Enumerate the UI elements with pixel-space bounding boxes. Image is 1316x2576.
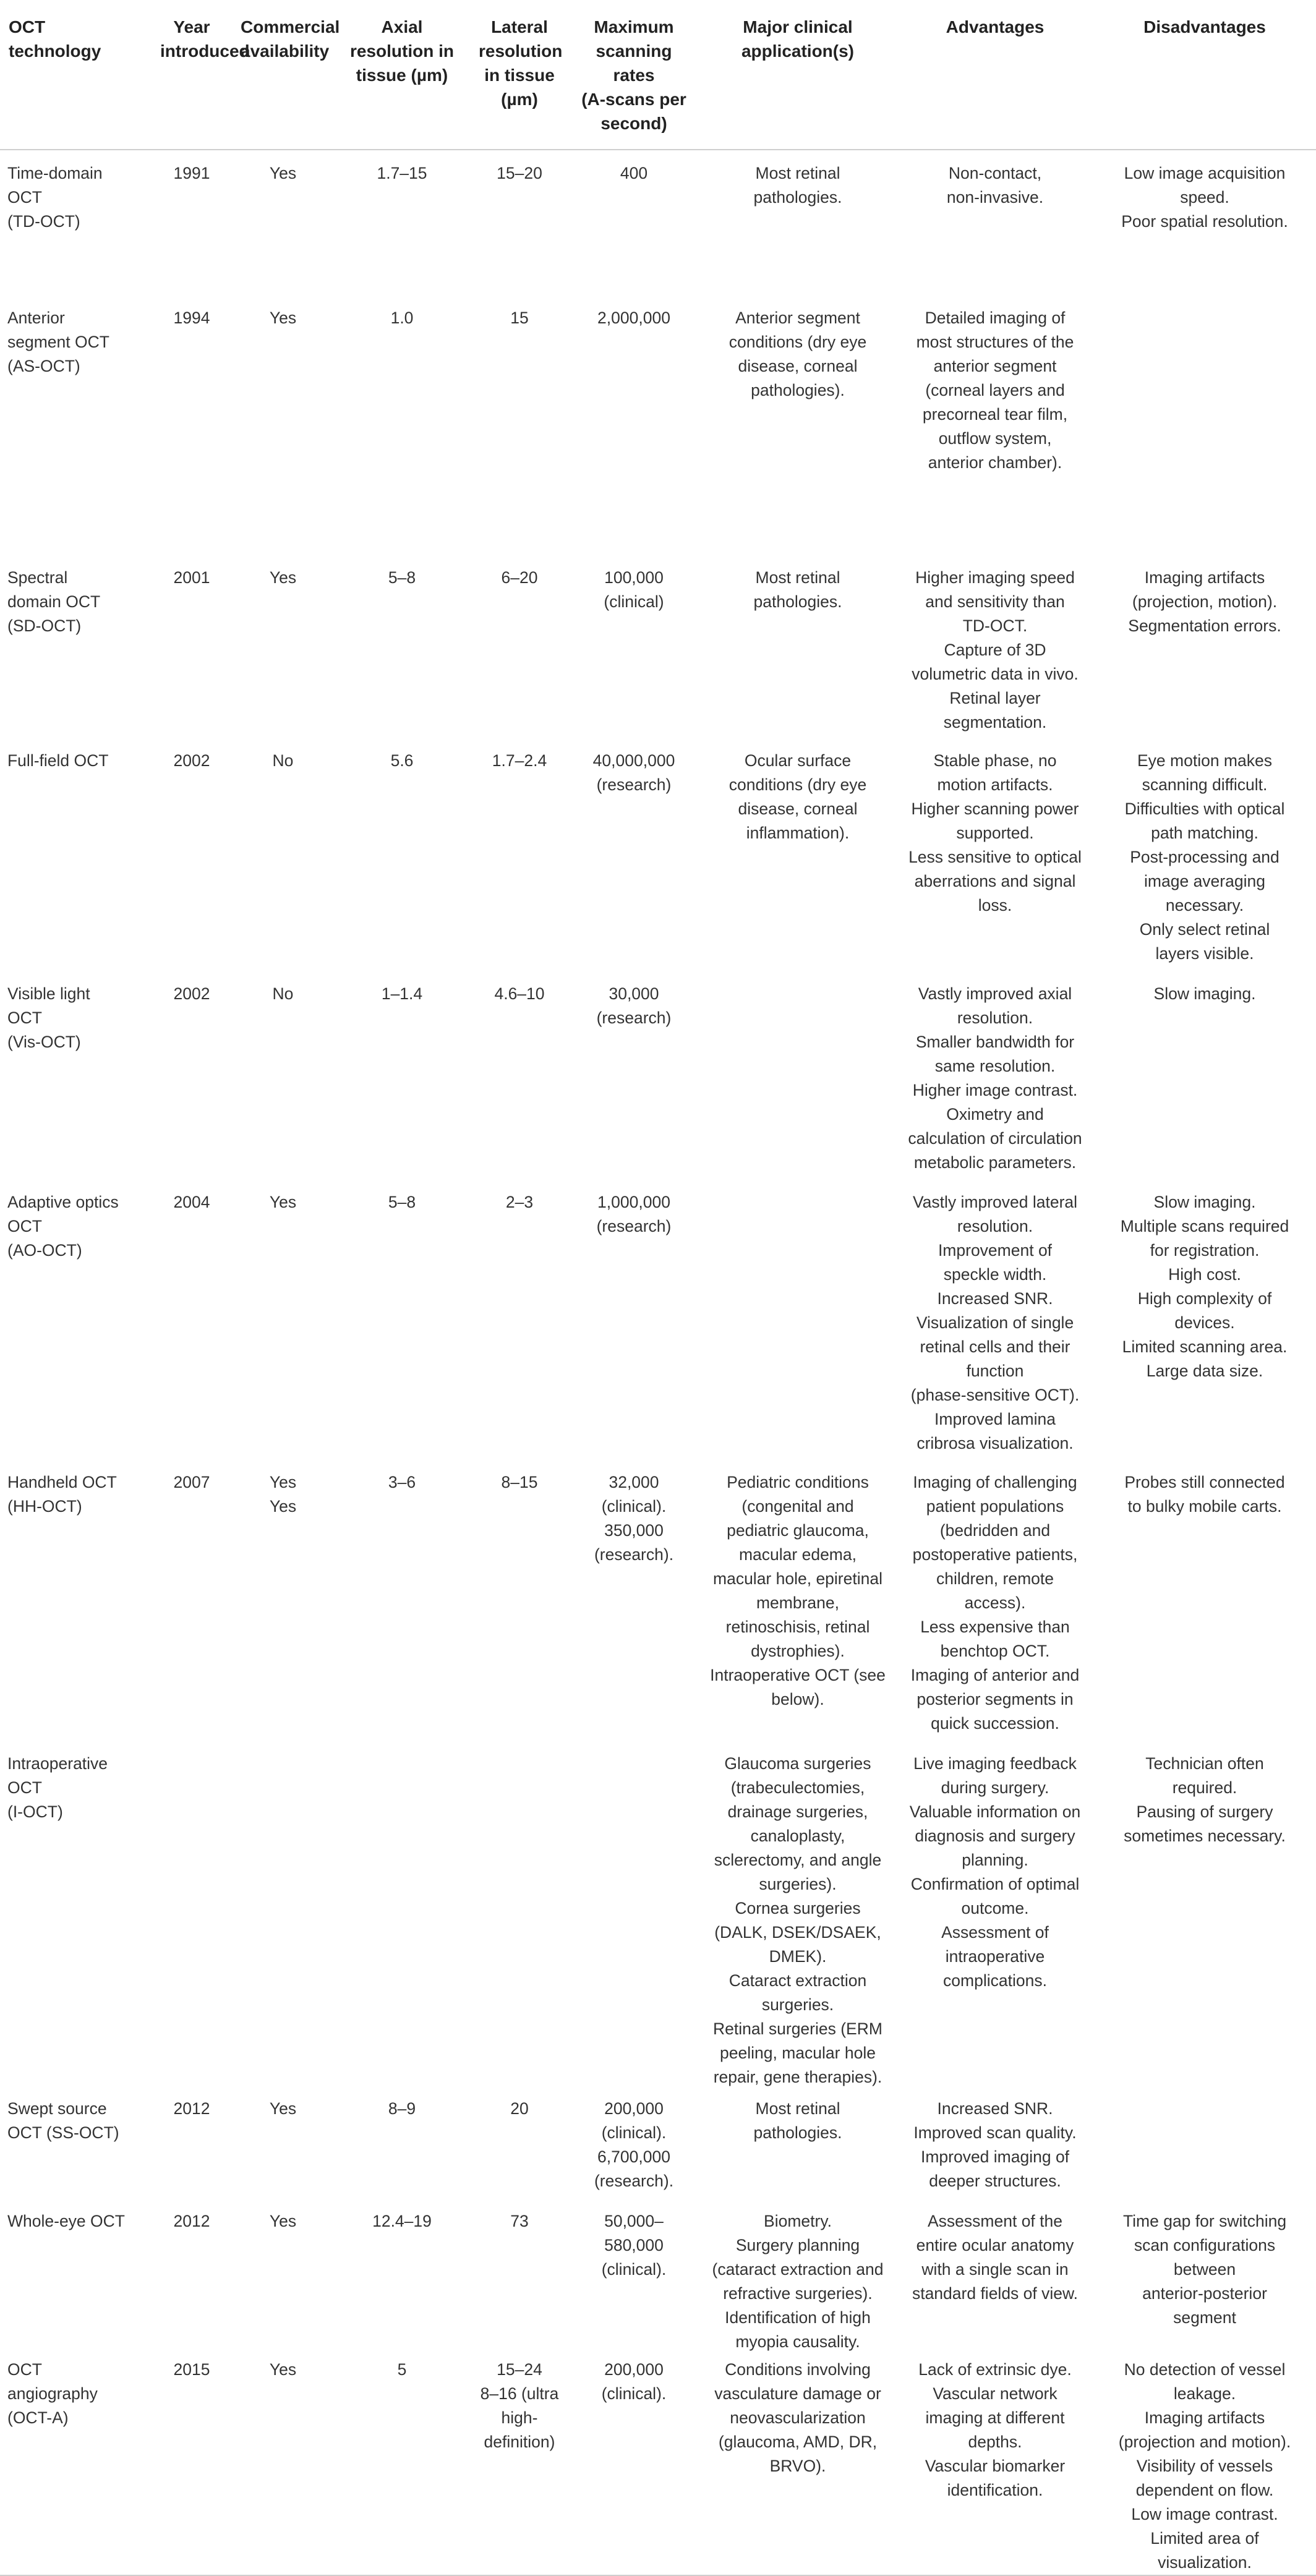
cell-year: 1991 — [173, 164, 210, 182]
cell-technology: Intraoperative OCT (I-OCT) — [7, 1754, 108, 1821]
table-row — [0, 749, 1316, 982]
cell-axial: 1.0 — [390, 309, 414, 327]
cell-technology: Swept source OCT (SS-OCT) — [7, 2099, 119, 2142]
cell-max-rate: 200,000 (clinical). 6,700,000 (research). — [594, 2099, 674, 2190]
header-commercial-availability: Commercial availability — [232, 0, 334, 150]
cell-commercial: Yes Yes — [269, 1473, 297, 1516]
cell-axial — [334, 1752, 470, 2097]
cell-max-rate: 400 — [620, 164, 648, 182]
cell-major — [699, 982, 897, 1190]
cell-axial: 1.7–15 — [377, 164, 427, 182]
cell-axial: 3–6 — [388, 1473, 416, 1491]
cell-year: 2002 — [173, 751, 210, 770]
cell-year — [152, 1752, 232, 2097]
cell-year: 2012 — [173, 2212, 210, 2230]
cell-technology: Handheld OCT (HH-OCT) — [7, 1473, 117, 1516]
cell-technology: Time-domain OCT (TD-OCT) — [7, 164, 103, 231]
cell-commercial: Yes — [269, 164, 297, 182]
cell-commercial: Yes — [269, 568, 297, 587]
cell-axial: 5 — [334, 2358, 470, 2575]
cell-axial: 5.6 — [390, 751, 414, 770]
header-major-clinical-applications: Major clinical application(s) — [699, 0, 897, 150]
cell-advantages: Live imaging feedback during surgery. Valuable information on diagnosis and surgery planning. Confirmation of optimal outcome. Assessment of intraoperative complications. — [909, 1754, 1081, 1990]
cell-max-rate: 100,000 (clinical) — [604, 568, 664, 611]
cell-disadvantages: Slow imaging. — [1153, 984, 1256, 1003]
cell-max-rate: 200,000 (clinical). — [569, 2358, 699, 2575]
cell-commercial: Yes — [232, 2358, 334, 2575]
cell-advantages: Non-contact, non-invasive. — [946, 164, 1044, 207]
cell-max-rate — [569, 1752, 699, 2097]
cell-advantages: Higher imaging speed and sensitivity than TD-OCT. Capture of 3D volumetric data in vivo. Retinal layer segmentation. — [912, 568, 1079, 731]
cell-lateral: 2–3 — [505, 1193, 534, 1211]
cell-lateral: 6–20 — [501, 568, 538, 587]
cell-disadvantages: Technician often required. Pausing of surgery sometimes necessary. — [1124, 1754, 1286, 1845]
cell-commercial: Yes — [269, 1193, 297, 1211]
cell-lateral: 73 — [510, 2212, 529, 2230]
cell-year: 2015 — [152, 2358, 232, 2575]
table-row — [0, 982, 1316, 1190]
cell-major: Conditions involving vasculature damage or neovascularization (glaucoma, AMD, DR, BRVO). — [699, 2358, 897, 2575]
cell-disadvantages: Imaging artifacts (projection, motion). Segmentation errors. — [1128, 568, 1281, 635]
cell-axial: 12.4–19 — [372, 2212, 432, 2230]
cell-major: Glaucoma surgeries (trabeculectomies, drainage surgeries, canaloplasty, sclerectomy, and angle surgeries). Cornea surgeries (DALK, DSEK/DSAEK, DMEK). Cataract extraction surgeries. Retinal surgeries (ERM peeling, macular hole repair, gene therapies). — [713, 1754, 882, 2086]
cell-axial: 5–8 — [388, 568, 416, 587]
cell-disadvantages: Slow imaging. Multiple scans required for registration. High cost. High complexity of devices. Limited scanning area. Large data size. — [1120, 1193, 1289, 1380]
cell-advantages: Vastly improved axial resolution. Smaller bandwidth for same resolution. Higher image contrast. Oximetry and calculation of circulation metabolic parameters. — [908, 984, 1082, 1172]
table-row — [0, 1190, 1316, 1470]
cell-year: 2001 — [173, 568, 210, 587]
cell-axial: 5–8 — [388, 1193, 416, 1211]
table-row — [0, 2209, 1316, 2358]
cell-year: 2007 — [173, 1473, 210, 1491]
cell-disadvantages: Time gap for switching scan configurations between anterior-posterior segment — [1122, 2212, 1287, 2327]
cell-major: Anterior segment conditions (dry eye disease, corneal pathologies). — [728, 309, 867, 399]
cell-technology: Spectral domain OCT (SD-OCT) — [7, 568, 101, 635]
cell-disadvantages: Eye motion makes scanning difficult. Difficulties with optical path matching. Post-processing and image averaging necessary. Only select retinal layers visible. — [1124, 751, 1285, 963]
cell-disadvantages: No detection of vessel leakage. Imaging artifacts (projection and motion). Visibility of vessels dependent on flow. Low image contrast. Limited area of visualization. — [1093, 2358, 1316, 2575]
cell-year: 2012 — [173, 2099, 210, 2118]
cell-lateral: 15–20 — [497, 164, 542, 182]
cell-disadvantages — [1093, 306, 1316, 566]
cell-technology: OCT angiography (OCT-A) — [0, 2358, 152, 2575]
cell-max-rate: 40,000,000 (research) — [592, 751, 675, 794]
cell-commercial: Yes — [269, 2212, 297, 2230]
cell-advantages: Lack of extrinsic dye. Vascular network imaging at different depths. Vascular biomarker identification. — [897, 2358, 1093, 2575]
cell-major: Ocular surface conditions (dry eye disease, corneal inflammation). — [728, 751, 867, 842]
table-row — [0, 2358, 1316, 2575]
cell-lateral: 20 — [510, 2099, 529, 2118]
cell-year: 1994 — [173, 309, 210, 327]
cell-max-rate: 1,000,000 (research) — [596, 1193, 672, 1235]
cell-major: Pediatric conditions (congenital and pediatric glaucoma, macular edema, macular hole, epiretinal membrane, retinoschisis, retinal dystrophies). Intraoperative OCT (see below). — [710, 1473, 886, 1708]
cell-axial: 8–9 — [388, 2099, 416, 2118]
cell-lateral: 8–15 — [501, 1473, 538, 1491]
cell-advantages: Vastly improved lateral resolution. Improvement of speckle width. Increased SNR. Visualization of single retinal cells and their function (phase-sensitive OCT). Improved lamina cribrosa visualization. — [910, 1193, 1080, 1452]
cell-disadvantages — [1093, 2097, 1316, 2209]
cell-disadvantages: Probes still connected to bulky mobile carts. — [1124, 1473, 1285, 1516]
cell-major: Most retinal pathologies. — [753, 164, 842, 207]
cell-advantages: Detailed imaging of most structures of the anterior segment (corneal layers and precorneal tear film, outflow system, anterior chamber). — [916, 309, 1074, 472]
header-advantages: Advantages — [897, 0, 1093, 150]
cell-technology: Full-field OCT — [7, 751, 109, 770]
cell-technology: Adaptive optics OCT (AO-OCT) — [7, 1193, 119, 1260]
header-disadvantages: Disadvantages — [1093, 0, 1316, 150]
cell-axial: 1–1.4 — [381, 984, 423, 1003]
cell-year: 2004 — [173, 1193, 210, 1211]
cell-commercial: No — [272, 751, 294, 770]
header-year-introduced: Year introduced — [152, 0, 232, 150]
cell-lateral: 1.7–2.4 — [492, 751, 547, 770]
table-row — [0, 2097, 1316, 2209]
cell-lateral: 15 — [510, 309, 529, 327]
cell-major — [699, 1190, 897, 1470]
cell-advantages: Imaging of challenging patient populations (bedridden and postoperative patients, children, remote access). Less expensive than benchtop OCT. Imaging of anterior and posterior segments in quick succession. — [910, 1473, 1080, 1733]
table-row — [0, 566, 1316, 749]
cell-lateral: 15–24 8–16 (ultra high- definition) — [470, 2358, 569, 2575]
cell-technology: Whole-eye OCT — [7, 2212, 125, 2230]
cell-technology: Anterior segment OCT (AS-OCT) — [7, 309, 109, 375]
cell-commercial: Yes — [269, 309, 297, 327]
cell-advantages: Stable phase, no motion artifacts. Higher scanning power supported. Less sensitive to optical aberrations and signal loss. — [908, 751, 1082, 915]
header-oct-technology: OCT technology — [0, 0, 152, 150]
cell-max-rate: 30,000 (research) — [596, 984, 672, 1027]
cell-lateral — [470, 1752, 569, 2097]
header-max-scanning-rates: Maximum scanning rates (A-scans per second) — [569, 0, 699, 150]
header-lateral-resolution: Lateral resolution in tissue (µm) — [470, 0, 569, 150]
header-axial-resolution: Axial resolution in tissue (µm) — [334, 0, 470, 150]
cell-commercial: Yes — [269, 2099, 297, 2118]
table-row — [0, 150, 1316, 306]
cell-max-rate: 2,000,000 — [597, 309, 670, 327]
table-row — [0, 306, 1316, 566]
cell-commercial: No — [272, 984, 294, 1003]
cell-lateral: 4.6–10 — [494, 984, 545, 1003]
cell-major: Most retinal pathologies. — [753, 568, 842, 611]
header-row — [0, 0, 1316, 150]
table-row — [0, 1470, 1316, 1752]
cell-technology: Visible light OCT (Vis-OCT) — [7, 984, 90, 1051]
table-row — [0, 1752, 1316, 2097]
cell-year: 2002 — [173, 984, 210, 1003]
cell-advantages: Increased SNR. Improved scan quality. Improved imaging of deeper structures. — [913, 2099, 1077, 2190]
cell-advantages: Assessment of the entire ocular anatomy with a single scan in standard fields of view. — [912, 2212, 1079, 2303]
cell-max-rate: 50,000– 580,000 (clinical). — [601, 2212, 667, 2279]
cell-max-rate: 32,000 (clinical). 350,000 (research). — [594, 1473, 674, 1564]
cell-major: Most retinal pathologies. — [753, 2099, 842, 2142]
cell-major: Biometry. Surgery planning (cataract extraction and refractive surgeries). Identification of high myopia causality. — [712, 2212, 884, 2351]
cell-commercial — [232, 1752, 334, 2097]
cell-disadvantages: Low image acquisition speed. Poor spatial resolution. — [1121, 164, 1288, 231]
